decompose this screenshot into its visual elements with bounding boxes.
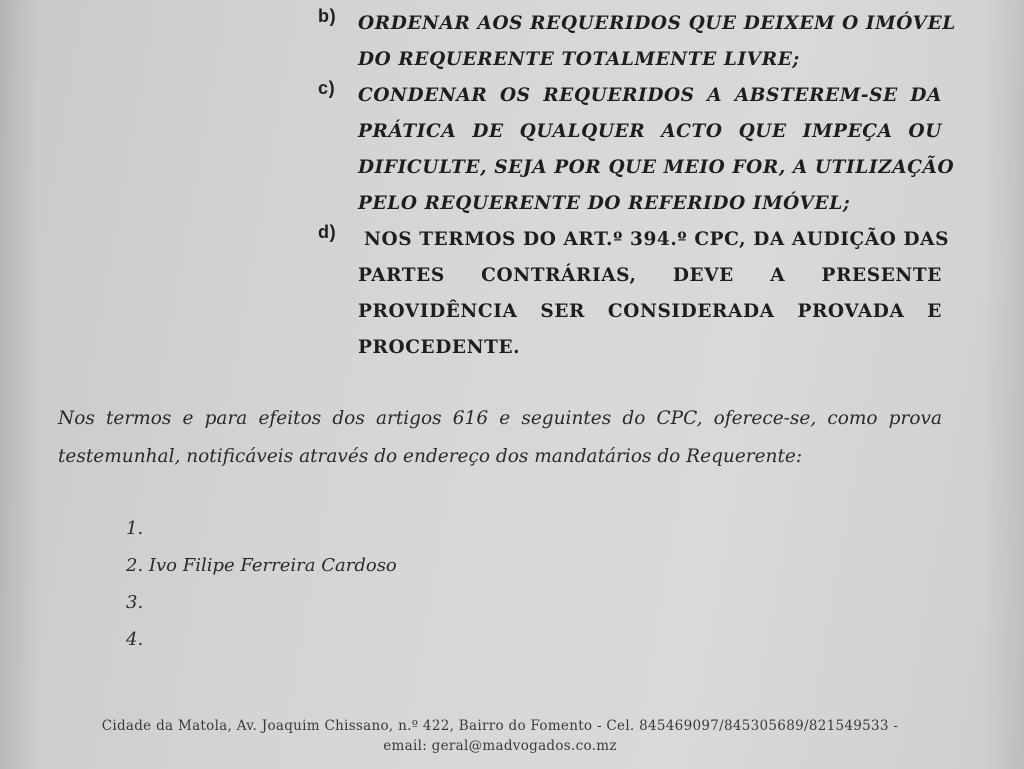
- request-letter: b): [318, 6, 337, 26]
- paragraph-line: testemunhal, notificáveis através do endereço dos mandatários do Requerente:: [58, 446, 803, 467]
- witness-list: [126, 510, 397, 658]
- request-line: PROVIDÊNCIA SER CONSIDERADA PROVADA E: [358, 301, 942, 322]
- request-line: CONDENAR OS REQUERIDOS A ABSTEREM-SE DA: [358, 85, 942, 106]
- request-item-b: [318, 6, 956, 78]
- request-line: PROCEDENTE.: [358, 337, 521, 358]
- request-line: PRÁTICA DE QUALQUER ACTO QUE IMPEÇA OU: [358, 121, 942, 142]
- witness-item: 2. Ivo Filipe Ferreira Cardoso: [126, 555, 397, 576]
- footer-email: email: geral@madvogados.co.mz: [383, 738, 617, 754]
- witness-intro-paragraph: [58, 400, 942, 476]
- witness-item: 4.: [126, 629, 144, 650]
- page-shadow-left: [0, 0, 40, 769]
- letterhead-footer: [60, 716, 940, 756]
- request-item-d: [318, 222, 948, 366]
- request-line: DO REQUERENTE TOTALMENTE LIVRE;: [358, 49, 800, 70]
- request-line: NOS TERMOS DO ART.º 394.º CPC, DA AUDIÇÃO DAS: [364, 229, 950, 250]
- request-letter: c): [318, 78, 336, 98]
- footer-address: Cidade da Matola, Av. Joaquim Chissano, n.º 422, Bairro do Fomento - Cel. 845469097/845305689/821549533 -: [101, 718, 899, 734]
- request-line: PELO REQUERENTE DO REFERIDO IMÓVEL;: [358, 193, 851, 214]
- request-line: PARTES CONTRÁRIAS, DEVE A PRESENTE: [358, 265, 942, 286]
- request-line: DIFICULTE, SEJA POR QUE MEIO FOR, A UTILIZAÇÃO: [358, 157, 955, 178]
- request-line: ORDENAR AOS REQUERIDOS QUE DEIXEM O IMÓVEL: [358, 13, 956, 34]
- witness-item: 1.: [126, 518, 144, 539]
- request-letter: d): [318, 222, 337, 242]
- witness-item: 3.: [126, 592, 144, 613]
- paragraph-line: Nos termos e para efeitos dos artigos 616 e seguintes do CPC, oferece-se, como prova: [58, 408, 942, 429]
- page-shadow-right: [984, 0, 1024, 769]
- request-list: [318, 6, 956, 366]
- request-item-c: [318, 78, 955, 222]
